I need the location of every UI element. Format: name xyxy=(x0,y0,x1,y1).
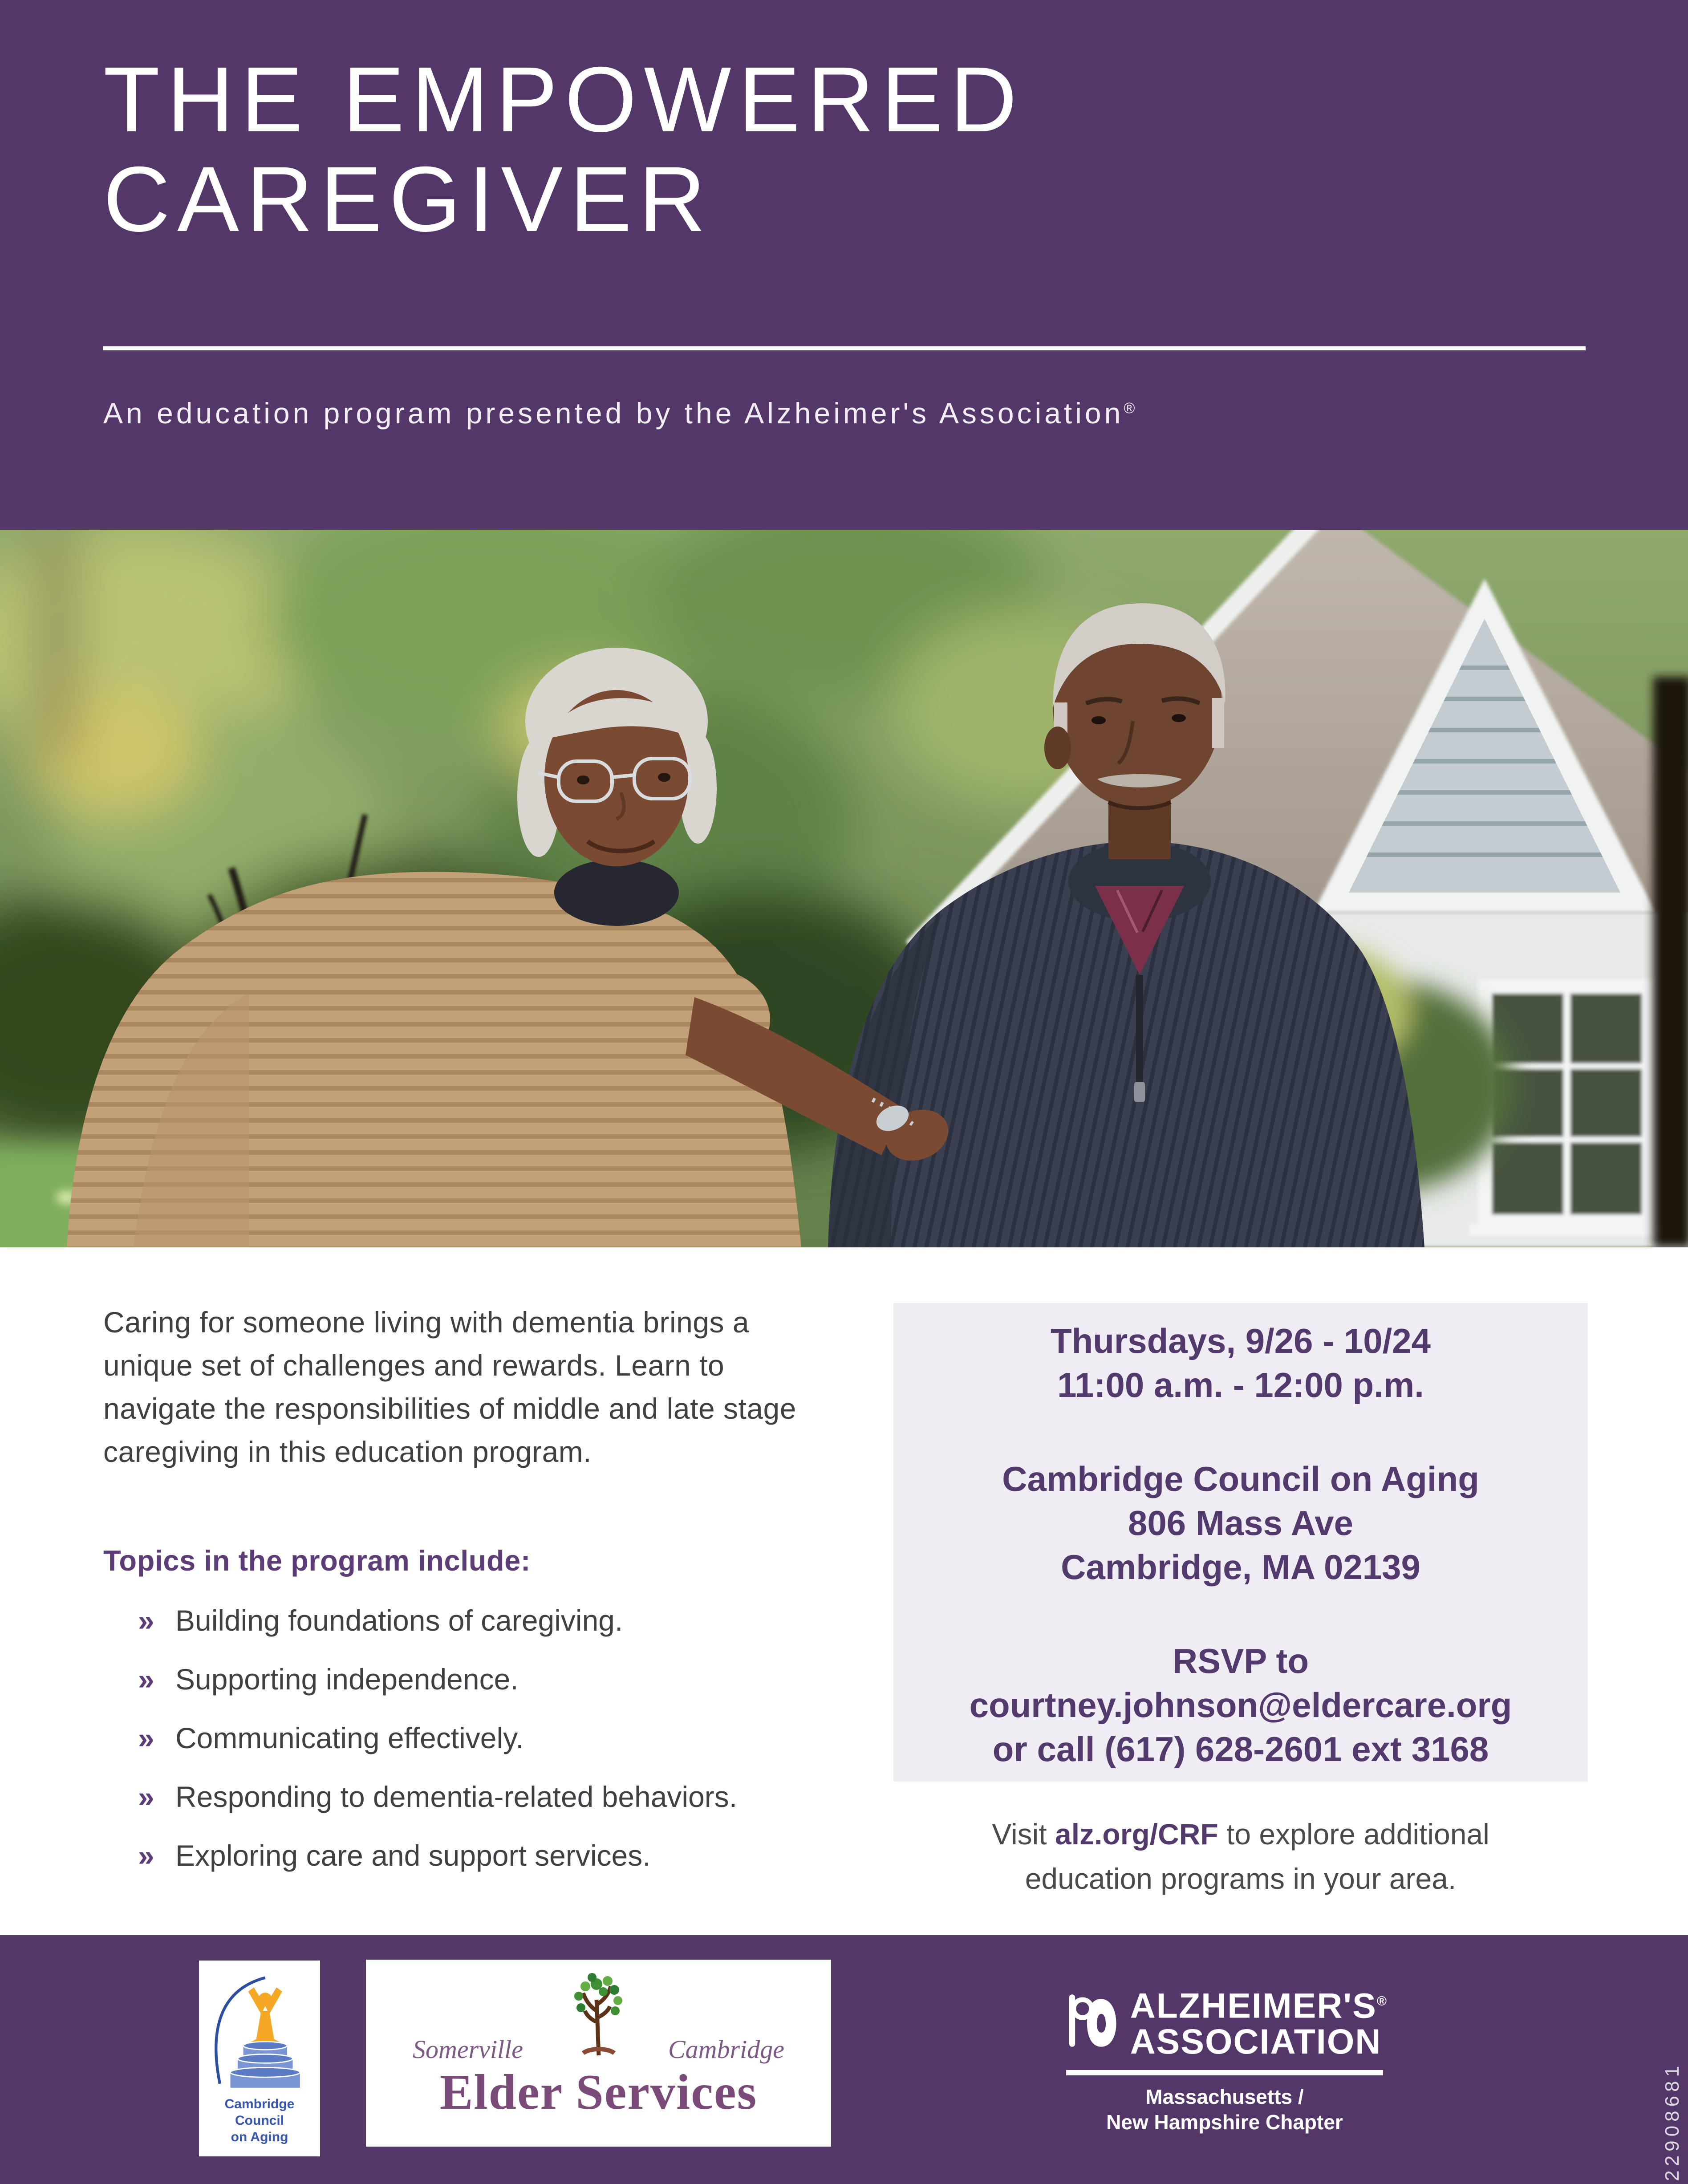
subtitle-text: An education program presented by the Alzheimer's Association xyxy=(103,397,1124,430)
alz-registered-mark: ® xyxy=(1376,1994,1387,2009)
alzheimers-association-lockup xyxy=(1066,1983,1387,2135)
chevron-bullet-icon: » xyxy=(138,1721,154,1754)
list-item xyxy=(103,1599,887,1642)
topic-text: Building foundations of caregiving. xyxy=(175,1604,623,1637)
event-details-box xyxy=(893,1303,1588,1782)
document-number: 22908681 xyxy=(1661,2062,1683,2181)
topics-list xyxy=(103,1599,887,1893)
cambridge-council-logo-icon xyxy=(204,1962,315,2096)
alz-chapter xyxy=(1066,2084,1383,2135)
footer-band xyxy=(0,1935,1688,2184)
explore-link[interactable]: alz.org/CRF xyxy=(1055,1818,1218,1851)
hero-photo xyxy=(0,530,1688,1247)
elder-services-city-left: Somerville xyxy=(413,2035,523,2064)
coa-line2: Council xyxy=(235,2113,284,2128)
explore-suffix: to explore additional xyxy=(1218,1818,1489,1851)
rsvp-label: RSVP to xyxy=(1172,1641,1309,1681)
coa-line3: on Aging xyxy=(231,2130,288,2144)
header-band xyxy=(0,0,1688,530)
zipper-pull xyxy=(1134,1082,1145,1102)
page-title-line2: CAREGIVER xyxy=(103,148,713,251)
explore-line1 xyxy=(893,1812,1588,1856)
coa-label xyxy=(199,2096,320,2145)
event-schedule-dates: Thursdays, 9/26 - 10/24 xyxy=(1050,1321,1431,1360)
list-item xyxy=(103,1658,887,1701)
rsvp-email[interactable]: courtney.johnson@eldercare.org xyxy=(969,1685,1512,1725)
topic-text: Communicating effectively. xyxy=(175,1721,524,1754)
page-title-line1: THE EMPOWERED xyxy=(103,48,1024,151)
list-item xyxy=(103,1834,887,1877)
coa-line1: Cambridge xyxy=(224,2097,295,2111)
alz-chapter-line2: New Hampshire Chapter xyxy=(1106,2111,1343,2134)
event-schedule-time: 11:00 a.m. - 12:00 p.m. xyxy=(1057,1365,1424,1405)
elder-services-logo-card xyxy=(366,1960,831,2147)
intro-paragraph: Caring for someone living with dementia brings a unique set of challenges and rewards. Learn to navigate the responsibilities of middle and late stage caregiving in this education program. xyxy=(103,1306,796,1468)
event-location-street: 806 Mass Ave xyxy=(1128,1503,1353,1543)
alz-divider xyxy=(1066,2070,1383,2075)
chevron-bullet-icon: » xyxy=(138,1604,154,1637)
explore-note xyxy=(893,1812,1588,1901)
topic-text: Exploring care and support services. xyxy=(175,1839,651,1872)
alzheimers-wordmark xyxy=(1130,1983,1387,2062)
elder-services-city-right: Cambridge xyxy=(668,2035,784,2064)
explore-prefix: Visit xyxy=(992,1818,1055,1851)
chevron-bullet-icon: » xyxy=(138,1839,154,1872)
alzheimers-association-logo-icon xyxy=(1066,1983,1119,2058)
topic-text: Responding to dementia-related behaviors. xyxy=(175,1780,738,1813)
alz-brand-line1: ALZHEIMER'S xyxy=(1130,1985,1377,2026)
tree-icon xyxy=(565,1969,632,2058)
explore-line2: education programs in your area. xyxy=(1025,1862,1457,1895)
header-divider xyxy=(103,346,1586,350)
event-location-name: Cambridge Council on Aging xyxy=(1002,1459,1479,1498)
alz-brand-line2: ASSOCIATION xyxy=(1130,2022,1382,2062)
topic-text: Supporting independence. xyxy=(175,1663,519,1696)
rsvp-phone: or call (617) 628-2601 ext 3168 xyxy=(992,1729,1489,1769)
header-subtitle xyxy=(103,396,1135,430)
alz-chapter-line1: Massachusetts / xyxy=(1145,2085,1304,2109)
topics-heading: Topics in the program include: xyxy=(103,1544,531,1577)
registered-mark: ® xyxy=(1124,400,1135,417)
list-item xyxy=(103,1775,887,1818)
tree-trunk-right xyxy=(1653,677,1688,1247)
cambridge-council-logo-card xyxy=(199,1961,320,2156)
photo-illustration xyxy=(0,530,1688,1247)
elder-services-name: Elder Services xyxy=(439,2065,758,2120)
page-title xyxy=(103,50,1024,249)
event-location-city: Cambridge, MA 02139 xyxy=(1061,1547,1420,1587)
chevron-bullet-icon: » xyxy=(138,1780,154,1813)
list-item xyxy=(103,1717,887,1759)
chevron-bullet-icon: » xyxy=(138,1663,154,1696)
